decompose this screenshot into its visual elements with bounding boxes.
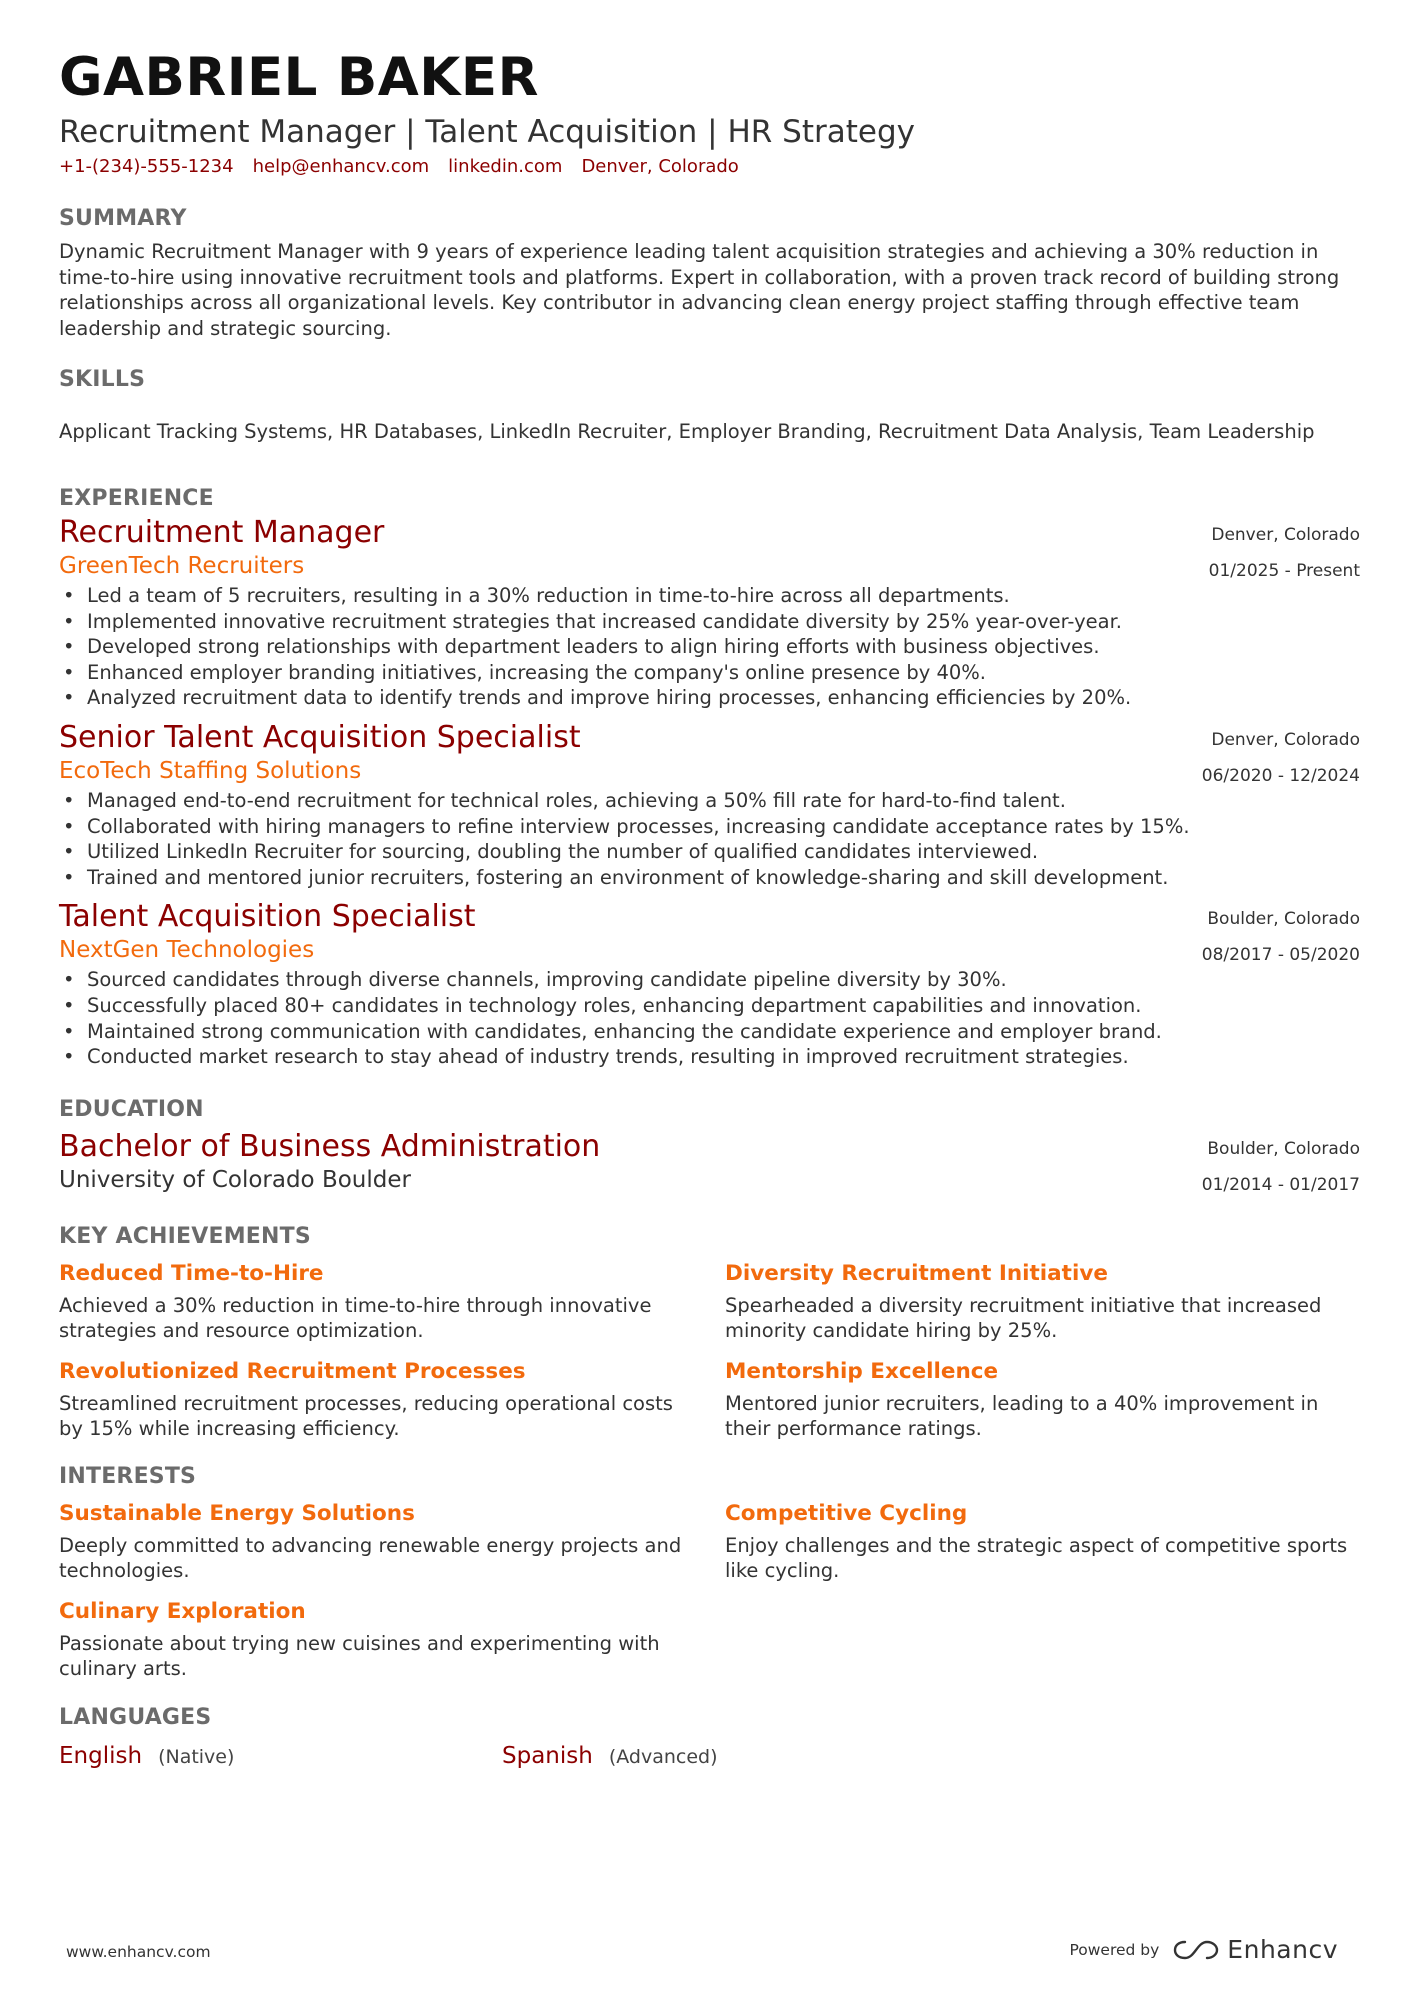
interests-heading: INTERESTS — [59, 1463, 197, 1489]
achievement-desc: Streamlined recruitment processes, reducing operational costs by 15% while increasing efficiency. — [59, 1391, 673, 1441]
job-meta — [1202, 722, 1360, 794]
interests-grid — [59, 1492, 1359, 1682]
candidate-name: GABRIEL BAKER — [59, 47, 539, 108]
resume-content — [59, 44, 1359, 1769]
interest-desc: Passionate about trying new cuisines and experimenting with culinary arts. — [59, 1631, 660, 1681]
job-location: Denver, Colorado — [1211, 525, 1360, 545]
job-company: GreenTech Recruiters — [59, 553, 305, 579]
job-dates: 08/2017 - 05/2020 — [1201, 945, 1360, 966]
interest-item — [725, 1499, 1359, 1584]
job-bullet: • Utilized LinkedIn Recruiter for sourcing, doubling the number of qualified candidates interviewed. — [59, 839, 1360, 865]
education-degree: Bachelor of Business Administration — [59, 1128, 601, 1164]
job-entry — [59, 514, 1360, 711]
interest-item — [59, 1597, 725, 1682]
achievements-grid — [59, 1252, 1359, 1442]
headline: Recruitment Manager | Talent Acquisition | HR Strategy — [59, 114, 915, 150]
achievements-heading: KEY ACHIEVEMENTS — [59, 1223, 311, 1249]
job-dates: 01/2025 - Present — [1208, 561, 1360, 581]
education-meta — [1202, 1131, 1360, 1203]
job-bullet: • Sourced candidates through diverse channels, improving candidate pipeline diversity by 30%. — [59, 967, 1360, 993]
job-title: Senior Talent Acquisition Specialist — [59, 719, 581, 755]
job-meta — [1202, 901, 1360, 973]
enhancv-logo-icon — [1173, 1937, 1219, 1963]
language-name: Spanish — [502, 1742, 593, 1769]
job-bullet: • Trained and mentored junior recruiters, fostering an environment of knowledge-sharing and skill development. — [59, 865, 1360, 891]
achievement-item — [59, 1357, 725, 1442]
job-entry — [59, 898, 1360, 1069]
contact-linkedin[interactable]: linkedin.com — [448, 156, 563, 177]
job-title: Recruitment Manager — [59, 515, 385, 550]
job-company: EcoTech Staffing Solutions — [59, 757, 362, 784]
achievement-desc: Mentored junior recruiters, leading to a 40% improvement in their performance ratings. — [725, 1391, 1319, 1441]
job-dates: 06/2020 - 12/2024 — [1201, 765, 1360, 786]
job-title: Talent Acquisition Specialist — [59, 899, 476, 935]
interest-desc: Enjoy challenges and the strategic aspect of competitive sports like cycling. — [725, 1533, 1348, 1583]
language-level: (Advanced) — [608, 1745, 718, 1768]
achievement-item — [59, 1259, 725, 1344]
job-bullet: • Enhanced employer branding initiatives, increasing the company's online presence by 40%. — [59, 660, 1360, 686]
job-bullets — [59, 967, 1360, 1069]
skills-text: Applicant Tracking Systems, HR Databases, LinkedIn Recruiter, Employer Branding, Recruitment Data Analysis, Team Leadership — [59, 420, 1315, 443]
job-entry — [59, 719, 1360, 890]
language-item — [502, 1743, 945, 1769]
powered-by-label: Powered by — [1069, 1940, 1160, 1959]
contact-phone[interactable]: +1-(234)-555-1234 — [59, 156, 234, 177]
job-bullet: • Conducted market research to stay ahead of industry trends, resulting in improved recruitment strategies. — [59, 1044, 1360, 1070]
job-location: Denver, Colorado — [1211, 729, 1360, 750]
job-company: NextGen Technologies — [59, 937, 315, 964]
achievement-item — [725, 1259, 1359, 1344]
job-bullet: • Successfully placed 80+ candidates in technology roles, enhancing department capabilities and innovation. — [59, 993, 1360, 1019]
summary-heading: SUMMARY — [59, 206, 187, 231]
contact-location: Denver, Colorado — [581, 156, 739, 177]
achievement-title: Mentorship Excellence — [725, 1358, 999, 1384]
job-bullet: • Managed end-to-end recruitment for technical roles, achieving a 50% fill rate for hard-to-find talent. — [59, 788, 1360, 814]
experience-heading: EXPERIENCE — [59, 486, 214, 511]
education-entry — [59, 1128, 1360, 1194]
education-heading: EDUCATION — [59, 1096, 204, 1122]
enhancv-wordmark: Enhancv — [1227, 1935, 1338, 1964]
job-meta — [1209, 517, 1360, 589]
interest-title: Competitive Cycling — [725, 1500, 968, 1526]
footer-branding — [1069, 1935, 1338, 1964]
job-bullet: • Developed strong relationships with department leaders to align hiring efforts with business objectives. — [59, 634, 1360, 660]
job-bullet: • Analyzed recruitment data to identify trends and improve hiring processes, enhancing efficiencies by 20%. — [59, 685, 1360, 711]
languages-list — [59, 1743, 1359, 1769]
achievement-desc: Achieved a 30% reduction in time-to-hire through innovative strategies and resource optimization. — [59, 1293, 652, 1343]
job-bullets — [59, 788, 1360, 890]
skills-heading: SKILLS — [59, 367, 146, 392]
languages-heading: LANGUAGES — [59, 1704, 212, 1730]
interest-item — [59, 1499, 725, 1584]
achievement-title: Reduced Time-to-Hire — [59, 1260, 324, 1286]
language-level: (Native) — [158, 1745, 235, 1768]
interest-desc: Deeply committed to advancing renewable energy projects and technologies. — [59, 1533, 682, 1583]
job-bullet: • Implemented innovative recruitment strategies that increased candidate diversity by 25% year-over-year. — [59, 609, 1360, 635]
contact-row — [59, 154, 1359, 180]
interest-title: Culinary Exploration — [59, 1598, 306, 1624]
job-location: Boulder, Colorado — [1207, 909, 1360, 930]
job-bullet: • Led a team of 5 recruiters, resulting in a 30% reduction in time-to-hire across all departments. — [59, 583, 1360, 609]
job-bullets — [59, 583, 1360, 711]
language-name: English — [59, 1742, 143, 1769]
education-dates: 01/2014 - 01/2017 — [1201, 1174, 1360, 1195]
enhancv-logo[interactable] — [1173, 1935, 1338, 1964]
education-location: Boulder, Colorado — [1207, 1138, 1360, 1159]
job-bullet: • Maintained strong communication with candidates, enhancing the candidate experience and employer brand. — [59, 1019, 1360, 1045]
footer-website[interactable]: www.enhancv.com — [66, 1943, 211, 1961]
achievement-desc: Spearheaded a diversity recruitment initiative that increased minority candidate hiring by 25%. — [725, 1293, 1322, 1343]
language-item — [59, 1743, 502, 1769]
summary-text: Dynamic Recruitment Manager with 9 years of experience leading talent acquisition strategies and achieving a 30% reduction in time-to-hire using innovative recruitment tools and platforms. Expert in collaboration, with a proven track record of building strong relationships across all organizational levels. Key contributor in advancing clean energy project staffing through effective team leadership and strategic sourcing. — [59, 240, 1340, 340]
achievement-title: Revolutionized Recruitment Processes — [59, 1358, 526, 1384]
interest-title: Sustainable Energy Solutions — [59, 1500, 415, 1526]
achievement-title: Diversity Recruitment Initiative — [725, 1260, 1108, 1286]
job-bullet: • Collaborated with hiring managers to refine interview processes, increasing candidate acceptance rates by 15%. — [59, 814, 1360, 840]
education-school: University of Colorado Boulder — [59, 1166, 411, 1193]
contact-email[interactable]: help@enhancv.com — [252, 156, 430, 177]
achievement-item — [725, 1357, 1359, 1442]
